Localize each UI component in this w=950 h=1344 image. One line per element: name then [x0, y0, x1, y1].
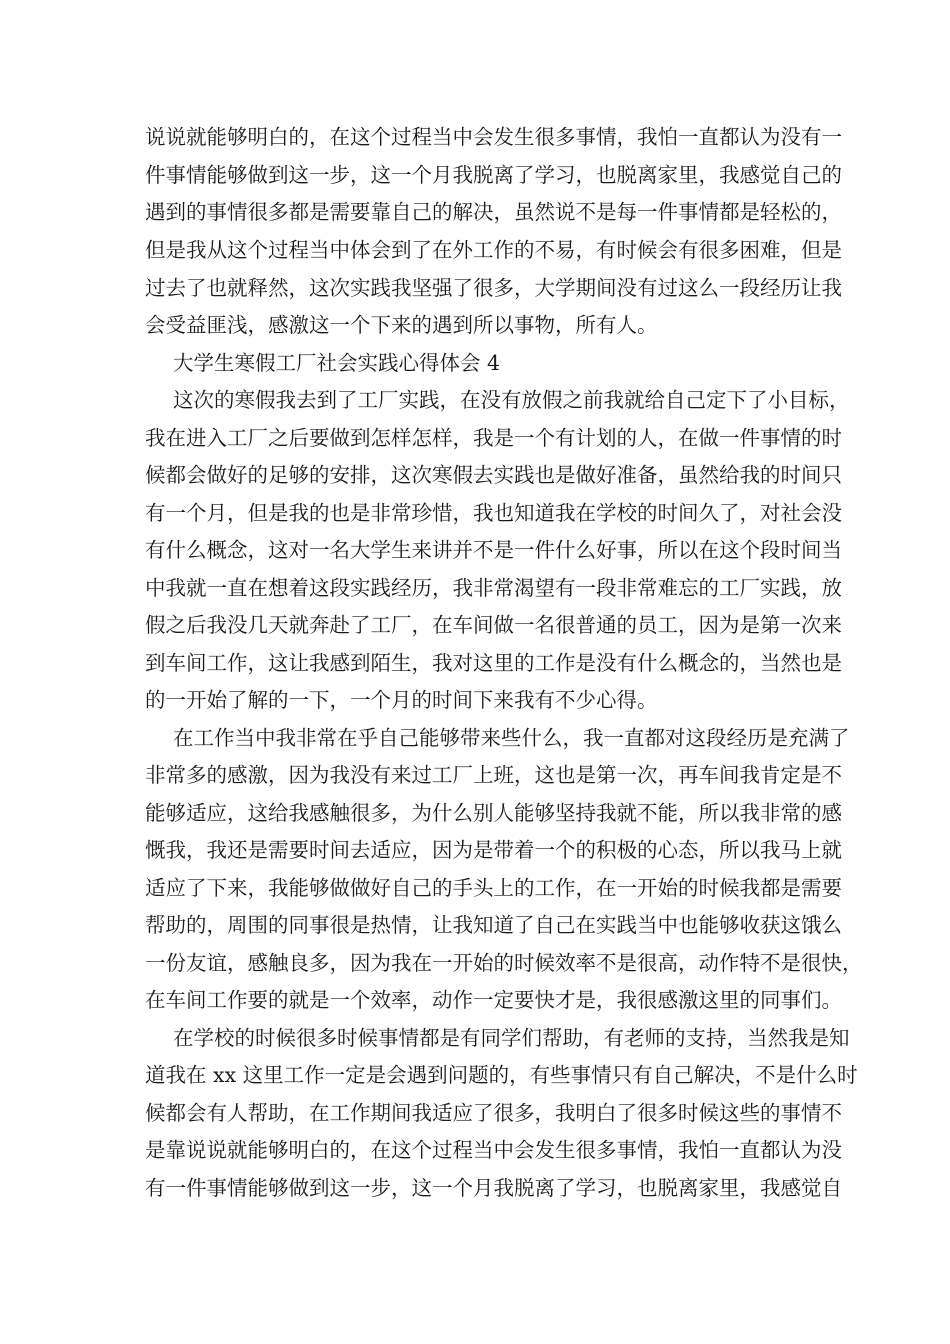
text-line: 有什么概念，这对一名大学生来讲并不是一件什么好事，所以在这个段时间当	[145, 538, 842, 562]
text-line: 帮助的，周围的同事很是热情，让我知道了自己在实践当中也能够收获这饿么	[145, 913, 842, 937]
text-line: 道我在 xx 这里工作一定是会遇到问题的，有些事情只有自己解决，不是什么时	[145, 1063, 858, 1087]
text-line: 过去了也就释然，这次实践我坚强了很多，大学期间没有过这么一段经历让我	[145, 276, 842, 300]
text-line: 中我就一直在想着这段实践经历，我非常渴望有一段非常难忘的工厂实践，放	[145, 576, 842, 600]
text-line: 会受益匪浅，感激这一个下来的遇到所以事物，所有人。	[145, 313, 658, 337]
text-line: 到车间工作，这让我感到陌生，我对这里的工作是没有什么概念的，当然也是	[145, 651, 842, 675]
text-line: 非常多的感激，因为我没有来过工厂上班，这也是第一次，再车间我肯定是不	[145, 763, 842, 787]
text-line: 说说就能够明白的，在这个过程当中会发生很多事情，我怕一直都认为没有一	[145, 125, 842, 149]
text-line: 件事情能够做到这一步，这一个月我脱离了学习，也脱离家里，我感觉自己的	[145, 163, 842, 187]
text-line: 在车间工作要的就是一个效率，动作一定要快才是，我很感激这里的同事们。	[145, 988, 842, 1012]
text-line: 我在进入工厂之后要做到怎样怎样，我是一个有计划的人，在做一件事情的时	[145, 426, 842, 450]
section-heading: 大学生寒假工厂社会实践心得体会 4	[173, 351, 501, 375]
text-line: 在工作当中我非常在乎自己能够带来些什么，我一直都对这段经历是充满了	[173, 726, 850, 750]
text-line: 是靠说说就能够明白的，在这个过程当中会发生很多事情，我怕一直都认为没	[145, 1138, 842, 1162]
text-line: 但是我从这个过程当中体会到了在外工作的不易，有时候会有很多困难，但是	[145, 238, 842, 262]
text-line: 适应了下来，我能够做做好自己的手头上的工作，在一开始的时候我都是需要	[145, 876, 842, 900]
text-line: 有一件事情能够做到这一步，这一个月我脱离了学习，也脱离家里，我感觉自	[145, 1176, 842, 1200]
text-line: 一份友谊，感触良多，因为我在一开始的时候效率不是很高，动作特不是很快，	[145, 951, 863, 975]
text-line: 慨我，我还是需要时间去适应，因为是带着一个的积极的心态，所以我马上就	[145, 838, 842, 862]
text-line: 这次的寒假我去到了工厂实践，在没有放假之前我就给自己定下了小目标，	[173, 388, 850, 412]
text-line: 有一个月，但是我的也是非常珍惜，我也知道我在学校的时间久了，对社会没	[145, 501, 842, 525]
text-line: 能够适应，这给我感触很多，为什么别人能够坚持我就不能，所以我非常的感	[145, 801, 842, 825]
text-line: 假之后我没几天就奔赴了工厂，在车间做一名很普通的员工，因为是第一次来	[145, 613, 842, 637]
text-line: 遇到的事情很多都是需要靠自己的解决，虽然说不是每一件事情都是轻松的，	[145, 200, 842, 224]
text-line: 候都会有人帮助，在工作期间我适应了很多，我明白了很多时候这些的事情不	[145, 1101, 842, 1125]
text-line: 在学校的时候很多时候事情都是有同学们帮助，有老师的支持，当然我是知	[173, 1026, 850, 1050]
text-line: 候都会做好的足够的安排，这次寒假去实践也是做好准备，虽然给我的时间只	[145, 463, 842, 487]
text-line: 的一开始了解的一下，一个月的时间下来我有不少心得。	[145, 688, 658, 712]
